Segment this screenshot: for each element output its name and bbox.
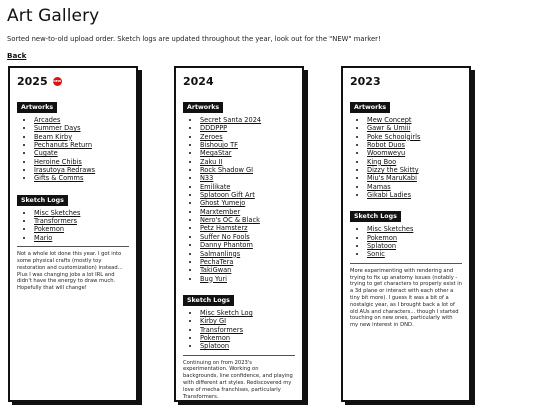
list-item [200, 233, 295, 241]
list-item [200, 174, 295, 182]
back-link[interactable]: Back [7, 51, 27, 60]
list-item [200, 266, 295, 274]
list-item [200, 216, 295, 224]
list-item [200, 166, 295, 174]
artworks-link[interactable]: Poke Schoolgirls [367, 132, 421, 141]
artworks-link[interactable]: Petz Hamsterz [200, 224, 248, 233]
artworks-link[interactable]: Zeroes [200, 132, 223, 141]
list-item [34, 174, 129, 182]
list-item [367, 124, 462, 132]
sketch-logs-link[interactable]: Sonic [367, 250, 385, 259]
list-item [34, 166, 129, 174]
artworks-list [183, 116, 295, 283]
list-item [367, 250, 462, 258]
artworks-link[interactable]: Arcades [34, 116, 61, 124]
year-heading [17, 74, 129, 88]
artworks-link[interactable]: MegaStar [200, 149, 232, 158]
sketch-logs-heading: Sketch Logs [17, 195, 68, 206]
list-item [200, 149, 295, 157]
artworks-list [350, 116, 462, 199]
intro-text: Sorted new-to-old upload order. Sketch logs are updated throughout the year, look out for the "NEW" marker! [7, 35, 381, 43]
list-item [200, 342, 295, 350]
artworks-link[interactable]: Zaku II [200, 157, 223, 166]
year-label: 2025 [17, 74, 48, 88]
list-item [367, 234, 462, 242]
artworks-link[interactable]: Gifts & Comms [34, 174, 84, 183]
sketch-logs-link[interactable]: Splatoon [200, 342, 230, 351]
artworks-link[interactable]: Dizzy the Skitty [367, 166, 419, 175]
artworks-link[interactable]: Salmanlings [200, 249, 241, 258]
sketch-logs-link[interactable]: Pokemon [200, 333, 231, 342]
artworks-link[interactable]: Nero's OC & Black [200, 216, 260, 225]
sketch-logs-heading: Sketch Logs [183, 295, 234, 306]
list-item [200, 250, 295, 258]
sketch-logs-link[interactable]: Pokemon [367, 233, 398, 242]
list-item [367, 242, 462, 250]
sketch-logs-list [183, 309, 295, 351]
artworks-link[interactable]: Emilikate [200, 182, 231, 191]
artworks-link[interactable]: Robot Duos [367, 141, 405, 150]
year-column-2025 [8, 66, 138, 402]
list-item [367, 183, 462, 191]
list-item [34, 158, 129, 166]
list-item [200, 334, 295, 342]
sketch-logs-link[interactable]: Transformers [200, 325, 244, 334]
list-item [200, 258, 295, 266]
sketch-logs-link[interactable]: Splatoon [367, 242, 397, 251]
artworks-link[interactable]: King Boo [367, 157, 397, 166]
artworks-link[interactable]: Splatoon Gift Art [200, 191, 255, 200]
list-item [367, 166, 462, 174]
list-item [200, 317, 295, 325]
list-item [367, 141, 462, 149]
artworks-heading: Artworks [183, 102, 223, 113]
sketch-logs-heading: Sketch Logs [350, 211, 401, 222]
artworks-heading: Artworks [350, 102, 390, 113]
artworks-link[interactable]: N33 [200, 174, 214, 183]
artworks-link[interactable]: Danny Phantom [200, 241, 253, 250]
sketch-logs-list [350, 225, 462, 258]
artworks-link[interactable]: Mamas [367, 182, 391, 191]
divider [350, 263, 462, 264]
artworks-heading: Artworks [17, 102, 57, 113]
list-item [34, 116, 129, 124]
artworks-link[interactable]: TakiGwan [200, 266, 232, 275]
new-badge-icon: NEW [53, 77, 62, 86]
year-column-2024 [174, 66, 304, 402]
artworks-link[interactable]: Gawr & Umiii [367, 124, 411, 133]
sketch-logs-link[interactable]: Mario [34, 233, 53, 242]
list-item [200, 158, 295, 166]
list-item [200, 124, 295, 132]
sketch-logs-link[interactable]: Misc Sketches [34, 208, 81, 217]
list-item [200, 326, 295, 334]
list-item [367, 116, 462, 124]
divider [17, 246, 129, 247]
artworks-link[interactable]: Suffer No Fools [200, 232, 250, 241]
sketch-logs-link[interactable]: Transformers [34, 217, 78, 226]
list-item [200, 141, 295, 149]
sketch-logs-list [17, 209, 129, 242]
year-note: More experimenting with rendering and trying to fix up anatomy issues (notably - trying to get characters to properly exist in a 3d plane or interact with each other a tiny bit more). I guess it was a bit of a nostalgic year, as I brought back a lot of old AUs and characters... though I started touching on new ones, particularly with my new interest in DND. [350, 267, 462, 329]
sketch-logs-link[interactable]: Misc Sketches [367, 225, 414, 234]
artworks-list [17, 116, 129, 183]
year-column-2023 [341, 66, 471, 402]
artworks-link[interactable]: Gikabi Ladies [367, 191, 412, 200]
list-item [34, 217, 129, 225]
list-item [200, 191, 295, 199]
divider [183, 355, 295, 356]
list-item [200, 241, 295, 249]
list-item [367, 149, 462, 157]
artworks-link[interactable]: Beam Kirby [34, 132, 73, 141]
year-label: 2024 [183, 74, 214, 88]
sketch-logs-link[interactable]: Pokemon [34, 225, 65, 234]
list-item [200, 199, 295, 207]
artworks-link[interactable]: Heroine Chibis [34, 157, 82, 166]
artworks-link[interactable]: Miu's MaruKabi [367, 174, 417, 183]
list-item [34, 149, 129, 157]
year-label: 2023 [350, 74, 381, 88]
artworks-link[interactable]: Woomweyu [367, 149, 406, 158]
sketch-logs-link[interactable]: Misc Sketch Log [200, 308, 253, 317]
year-heading [183, 74, 295, 88]
list-item [34, 124, 129, 132]
list-item [367, 174, 462, 182]
artworks-link[interactable]: Summer Days [34, 124, 81, 133]
artworks-link[interactable]: PechaTera [200, 257, 234, 266]
page-title: Art Gallery [7, 6, 100, 26]
list-item [34, 141, 129, 149]
list-item [367, 133, 462, 141]
artworks-link[interactable]: Rock Shadow GI [200, 166, 254, 175]
list-item [200, 208, 295, 216]
artworks-link[interactable]: Secret Santa 2024 [200, 116, 262, 124]
list-item [34, 209, 129, 217]
list-item [200, 275, 295, 283]
year-note: Not a whole lot done this year. I got into some physical crafts (mostly toy restoration and customization) instead... Plus I was changing jobs a lot IRL and didn't have the energy to draw much. Hopefully that will change! [17, 251, 123, 292]
list-item [367, 191, 462, 199]
artworks-link[interactable]: Ghost Yumejo [200, 199, 246, 208]
year-heading [350, 74, 462, 88]
artworks-link[interactable]: Mew Concept [367, 116, 412, 124]
year-note: Continuing on from 2023's experimentation. Working on backgrounds, line confidence, and playing with different art styles. Rediscovered my love of mecha franchises, particularly Transformers. [183, 359, 293, 400]
sketch-logs-link[interactable]: Kirby GI [200, 317, 227, 326]
artworks-link[interactable]: Bug Yuri [200, 274, 227, 283]
artworks-link[interactable]: Irasutoya Redraws [34, 166, 96, 175]
list-item [200, 133, 295, 141]
artworks-link[interactable]: Cugate [34, 149, 58, 158]
artworks-link[interactable]: Marxtember [200, 207, 241, 216]
list-item [200, 183, 295, 191]
list-item [34, 225, 129, 233]
list-item [367, 225, 462, 233]
artworks-link[interactable]: DDDPPP [200, 124, 228, 133]
list-item [34, 234, 129, 242]
list-item [200, 224, 295, 232]
list-item [200, 116, 295, 124]
list-item [34, 133, 129, 141]
artworks-link[interactable]: Bishoujo TF [200, 141, 238, 150]
list-item [367, 158, 462, 166]
artworks-link[interactable]: Pechanuts Return [34, 141, 92, 150]
list-item [200, 309, 295, 317]
